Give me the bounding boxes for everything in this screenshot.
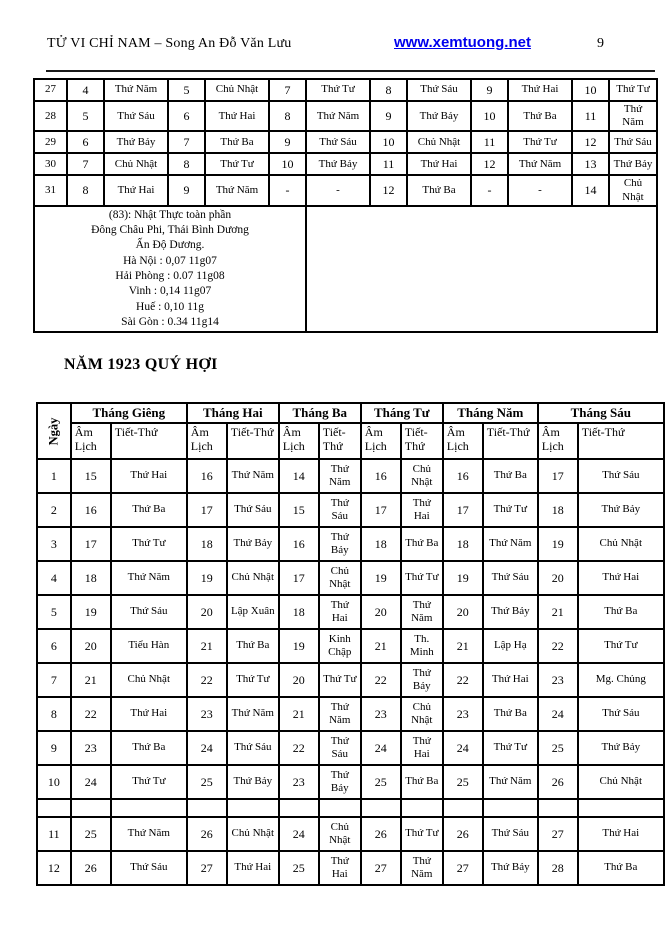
table-cell: 24: [279, 817, 319, 851]
table-cell: Thứ Bảy: [227, 765, 279, 799]
table-cell: 19: [443, 561, 483, 595]
table-cell: 21: [187, 629, 227, 663]
table-cell: 9: [471, 79, 508, 101]
table-cell: Chủ Nhật: [609, 175, 657, 205]
table-cell: 7: [37, 663, 71, 697]
am-lich-header: Âm Lịch: [361, 423, 401, 459]
table-cell: Mg. Chủng: [578, 663, 664, 697]
tiet-thu-header: Tiết-Thứ: [483, 423, 538, 459]
month-header-row: [37, 403, 664, 423]
tiet-thu-header: Tiết-Thứ: [401, 423, 443, 459]
table-cell: Thứ Sáu: [609, 131, 657, 153]
table-cell: 26: [443, 817, 483, 851]
table-cell: Thứ Tư: [306, 79, 370, 101]
table-cell: Thứ Hai: [407, 153, 471, 175]
header-divider: [46, 70, 655, 72]
table-cell: 23: [538, 663, 578, 697]
table-cell: [361, 799, 401, 817]
day-column-header: [37, 403, 71, 459]
day-column-header-label: Ngày: [46, 417, 61, 446]
table-cell: Lập Xuân: [227, 595, 279, 629]
table-cell: 15: [279, 493, 319, 527]
table-row: [37, 799, 664, 817]
table-cell: 19: [279, 629, 319, 663]
table-cell: Thứ Năm: [401, 595, 443, 629]
table-cell: 25: [443, 765, 483, 799]
table-cell: 22: [71, 697, 111, 731]
table-row: [34, 101, 657, 131]
table-cell: Thứ Sáu: [227, 731, 279, 765]
table-cell: 18: [538, 493, 578, 527]
table-cell: 24: [443, 731, 483, 765]
table-cell: Thứ Hai: [319, 595, 361, 629]
am-lich-header: Âm Lịch: [71, 423, 111, 459]
note-line: Vinh : 0,14 11g07: [128, 285, 212, 298]
table-cell: 27: [443, 851, 483, 885]
table-cell: 17: [443, 493, 483, 527]
table-cell: Thứ Ba: [407, 175, 471, 205]
table-cell: [111, 799, 187, 817]
table-cell: Thứ Bảy: [227, 527, 279, 561]
am-lich-header: Âm Lịch: [443, 423, 483, 459]
table-cell: Chủ Nhật: [227, 561, 279, 595]
table-cell: Thứ Hai: [578, 561, 664, 595]
table-cell: 16: [443, 459, 483, 493]
table-cell: 18: [361, 527, 401, 561]
eclipse-note: [37, 208, 303, 330]
table-cell: 29: [34, 131, 67, 153]
table-cell: Thứ Sáu: [319, 731, 361, 765]
table-cell: Thứ Hai: [401, 493, 443, 527]
table-cell: 17: [538, 459, 578, 493]
table-cell: 8: [370, 79, 407, 101]
table-cell: 6: [37, 629, 71, 663]
table-cell: 26: [361, 817, 401, 851]
table-cell: -: [471, 175, 508, 205]
table-cell: Thứ Năm: [227, 459, 279, 493]
table-cell: 25: [187, 765, 227, 799]
table-cell: Thứ Năm: [205, 175, 269, 205]
table-cell: Thứ Sáu: [306, 131, 370, 153]
table-cell: 23: [187, 697, 227, 731]
table-cell: Thứ Ba: [483, 459, 538, 493]
table-cell: 28: [34, 101, 67, 131]
tiet-thu-header: Tiết-Thứ: [111, 423, 187, 459]
table-row: [37, 765, 664, 799]
table-cell: Thứ Hai: [111, 459, 187, 493]
table-row: [37, 697, 664, 731]
table-cell: Chủ Nhật: [578, 527, 664, 561]
am-lich-header: Âm Lịch: [279, 423, 319, 459]
empty-cell: [306, 206, 657, 332]
table-cell: Thứ Năm: [401, 851, 443, 885]
table-cell: 26: [538, 765, 578, 799]
table-cell: 5: [37, 595, 71, 629]
table-row: [37, 731, 664, 765]
table-cell: Thứ Ba: [508, 101, 572, 131]
table-cell: Thứ Năm: [508, 153, 572, 175]
table-row: [37, 527, 664, 561]
table-cell: 17: [361, 493, 401, 527]
table-cell: Thứ Năm: [609, 101, 657, 131]
table-cell: Thứ Năm: [111, 561, 187, 595]
table-cell: Thứ Năm: [483, 527, 538, 561]
table-cell: 18: [443, 527, 483, 561]
table-cell: Thứ Tư: [483, 493, 538, 527]
table-cell: Thứ Năm: [111, 817, 187, 851]
table-cell: Thứ Sáu: [483, 561, 538, 595]
table-cell: Thứ Bảy: [319, 765, 361, 799]
table-cell: -: [306, 175, 370, 205]
month-header-ba: Tháng Ba: [279, 403, 361, 423]
website-link[interactable]: www.xemtuong.net: [394, 34, 531, 51]
table-cell: [538, 799, 578, 817]
table-cell: Thứ Năm: [483, 765, 538, 799]
table-cell: 26: [71, 851, 111, 885]
table-cell: Chủ Nhật: [227, 817, 279, 851]
table-cell: 23: [443, 697, 483, 731]
table-cell: Thứ Ba: [111, 493, 187, 527]
table-cell: 2: [37, 493, 71, 527]
table-cell: 20: [361, 595, 401, 629]
table-cell: 25: [279, 851, 319, 885]
table-cell: 14: [572, 175, 609, 205]
tiet-thu-header: Tiết-Thứ: [578, 423, 664, 459]
table-cell: Chủ Nhật: [111, 663, 187, 697]
table-cell: 26: [187, 817, 227, 851]
table-cell: -: [269, 175, 306, 205]
table-row: [37, 663, 664, 697]
eclipse-note-cell: [34, 206, 306, 332]
table-cell: Lập Hạ: [483, 629, 538, 663]
table-row: [37, 629, 664, 663]
table-cell: 8: [37, 697, 71, 731]
table-cell: Thứ Hai: [319, 851, 361, 885]
note-line: Hà Nội : 0,07 11g07: [123, 254, 217, 267]
table-cell: 24: [71, 765, 111, 799]
table-cell: [483, 799, 538, 817]
table-cell: 16: [187, 459, 227, 493]
table-cell: Thứ Hai: [508, 79, 572, 101]
table-cell: 10: [572, 79, 609, 101]
table-cell: 22: [361, 663, 401, 697]
table-cell: 24: [538, 697, 578, 731]
table-cell: Thứ Bảy: [483, 851, 538, 885]
table-cell: 23: [71, 731, 111, 765]
table-cell: 22: [538, 629, 578, 663]
table-cell: 23: [361, 697, 401, 731]
table-cell: 28: [538, 851, 578, 885]
table-cell: 18: [71, 561, 111, 595]
table-cell: 12: [572, 131, 609, 153]
table-cell: 9: [269, 131, 306, 153]
month-header-hai: Tháng Hai: [187, 403, 279, 423]
table-cell: Thứ Ba: [111, 731, 187, 765]
table-cell: [319, 799, 361, 817]
table-cell: Thứ Hai: [104, 175, 168, 205]
table-cell: 8: [269, 101, 306, 131]
note-line: Ấn Độ Dương.: [135, 239, 205, 252]
table-cell: 11: [471, 131, 508, 153]
table-cell: Thứ Năm: [306, 101, 370, 131]
table-cell: Thứ Tư: [227, 663, 279, 697]
table-cell: Chủ Nhật: [401, 459, 443, 493]
table-cell: Thứ Hai: [401, 731, 443, 765]
table-cell: 20: [187, 595, 227, 629]
table-row: [34, 131, 657, 153]
table-cell: [279, 799, 319, 817]
table-cell: Thứ Bảy: [483, 595, 538, 629]
table-cell: [37, 799, 71, 817]
table-cell: Thứ Sáu: [111, 595, 187, 629]
table-cell: Thứ Bảy: [407, 101, 471, 131]
table-cell: Thứ Hai: [227, 851, 279, 885]
table-cell: 7: [269, 79, 306, 101]
table-cell: 9: [37, 731, 71, 765]
table-cell: 17: [187, 493, 227, 527]
table-cell: 27: [187, 851, 227, 885]
table-row: [37, 459, 664, 493]
table-row: [37, 817, 664, 851]
table-cell: 30: [34, 153, 67, 175]
table-cell: Th. Minh: [401, 629, 443, 663]
year-title: NĂM 1923 QUÝ HỢI: [64, 356, 218, 373]
table-cell: 18: [187, 527, 227, 561]
table-cell: Thứ Ba: [483, 697, 538, 731]
table-cell: [443, 799, 483, 817]
table-cell: 4: [67, 79, 104, 101]
table-cell: Thứ Tư: [111, 765, 187, 799]
table-cell: Thứ Ba: [578, 851, 664, 885]
table-cell: Thứ Bảy: [578, 493, 664, 527]
table-cell: [71, 799, 111, 817]
table-cell: 31: [34, 175, 67, 205]
table-cell: 20: [538, 561, 578, 595]
table-cell: Thứ Ba: [401, 527, 443, 561]
table-cell: 19: [538, 527, 578, 561]
table-cell: Thứ Tư: [609, 79, 657, 101]
table-cell: Thứ Ba: [401, 765, 443, 799]
page-number: 9: [597, 36, 604, 51]
table-cell: 17: [71, 527, 111, 561]
table-cell: 16: [279, 527, 319, 561]
table-cell: 20: [443, 595, 483, 629]
table-cell: Thứ Tư: [483, 731, 538, 765]
table-cell: Thứ Bảy: [306, 153, 370, 175]
table-cell: 25: [361, 765, 401, 799]
month-header-giieng: Tháng Giêng: [71, 403, 187, 423]
table-cell: 6: [168, 101, 205, 131]
table-row: [34, 79, 657, 101]
table-cell: Thứ Tư: [401, 817, 443, 851]
note-line: Huế : 0,10 11g: [136, 300, 204, 313]
table-cell: 16: [71, 493, 111, 527]
table-cell: Kinh Chập: [319, 629, 361, 663]
note-line: Đông Châu Phi, Thái Bình Dương: [91, 224, 249, 237]
table-cell: Thứ Hai: [205, 101, 269, 131]
table-cell: 14: [279, 459, 319, 493]
table-cell: Thứ Sáu: [111, 851, 187, 885]
table-cell: 5: [67, 101, 104, 131]
table-cell: 27: [361, 851, 401, 885]
table-cell: 10: [370, 131, 407, 153]
table-cell: Chủ Nhật: [578, 765, 664, 799]
table-cell: Thứ Hai: [111, 697, 187, 731]
table-cell: 27: [538, 817, 578, 851]
table-cell: Thứ Tư: [508, 131, 572, 153]
tiet-thu-header: Tiết-Thứ: [227, 423, 279, 459]
table-cell: Thứ Ba: [205, 131, 269, 153]
table-cell: -: [508, 175, 572, 205]
table-cell: 21: [538, 595, 578, 629]
note-line: (83): Nhật Thực toàn phần: [108, 208, 232, 221]
table-cell: 25: [538, 731, 578, 765]
table-cell: Thứ Bảy: [104, 131, 168, 153]
table-cell: 7: [67, 153, 104, 175]
table-cell: 9: [168, 175, 205, 205]
sub-header-row: [37, 423, 664, 459]
table-cell: 12: [37, 851, 71, 885]
table-cell: Thứ Sáu: [407, 79, 471, 101]
table-cell: Thứ Tư: [205, 153, 269, 175]
table-cell: 21: [279, 697, 319, 731]
table-cell: Chủ Nhật: [407, 131, 471, 153]
table-cell: Thứ Năm: [319, 697, 361, 731]
table-cell: 6: [67, 131, 104, 153]
table-cell: Thứ Tư: [401, 561, 443, 595]
table-cell: Thứ Tư: [578, 629, 664, 663]
table-cell: 8: [168, 153, 205, 175]
table-cell: Thứ Sáu: [319, 493, 361, 527]
table-cell: Thứ Tư: [111, 527, 187, 561]
table-cell: 23: [279, 765, 319, 799]
table-row: [37, 595, 664, 629]
table-cell: [578, 799, 664, 817]
table-cell: Thứ Tư: [319, 663, 361, 697]
table-cell: Tiểu Hàn: [111, 629, 187, 663]
table-cell: Thứ Sáu: [104, 101, 168, 131]
table-cell: 9: [370, 101, 407, 131]
table-cell: Thứ Năm: [104, 79, 168, 101]
table-cell: 10: [269, 153, 306, 175]
am-lich-header: Âm Lịch: [187, 423, 227, 459]
month-header-tu: Tháng Tư: [361, 403, 443, 423]
table-cell: 21: [71, 663, 111, 697]
table-cell: 20: [71, 629, 111, 663]
am-lich-header: Âm Lịch: [538, 423, 578, 459]
table-cell: 21: [443, 629, 483, 663]
table-cell: 13: [572, 153, 609, 175]
table-cell: 22: [279, 731, 319, 765]
month-header-sau: Tháng Sáu: [538, 403, 664, 423]
table-cell: 22: [187, 663, 227, 697]
table-cell: 3: [37, 527, 71, 561]
table-row: [34, 175, 657, 205]
table-cell: Thứ Ba: [578, 595, 664, 629]
table-cell: 20: [279, 663, 319, 697]
table-cell: 16: [361, 459, 401, 493]
table-cell: Chủ Nhật: [104, 153, 168, 175]
table-cell: 24: [187, 731, 227, 765]
note-line: Sài Gòn : 0.34 11g14: [121, 315, 219, 328]
table-cell: Thứ Bảy: [401, 663, 443, 697]
table-cell: [187, 799, 227, 817]
table-cell: Thứ Hai: [578, 817, 664, 851]
table-cell: 5: [168, 79, 205, 101]
table-cell: Thứ Sáu: [227, 493, 279, 527]
table-cell: Chủ Nhật: [205, 79, 269, 101]
table-cell: Thứ Bảy: [578, 731, 664, 765]
table-cell: 21: [361, 629, 401, 663]
table-row: [37, 493, 664, 527]
table-cell: Thứ Năm: [319, 459, 361, 493]
table-cell: Thứ Hai: [483, 663, 538, 697]
table-cell: Thứ Ba: [227, 629, 279, 663]
table-cell: 27: [34, 79, 67, 101]
month-header-nam: Tháng Năm: [443, 403, 538, 423]
table-cell: 18: [279, 595, 319, 629]
table-cell: 11: [572, 101, 609, 131]
table-cell: 1: [37, 459, 71, 493]
table-cell: Thứ Bảy: [319, 527, 361, 561]
table-row: [37, 561, 664, 595]
previous-months-table: [33, 78, 658, 333]
table-cell: Chủ Nhật: [401, 697, 443, 731]
table-cell: Thứ Sáu: [578, 459, 664, 493]
table-cell: [401, 799, 443, 817]
table-cell: 11: [37, 817, 71, 851]
table-row: [37, 851, 664, 885]
table-cell: 22: [443, 663, 483, 697]
table-cell: 11: [370, 153, 407, 175]
table-row: [34, 206, 657, 332]
table-cell: 17: [279, 561, 319, 595]
table-cell: 19: [187, 561, 227, 595]
year-1923-calendar-table: [36, 402, 665, 886]
table-cell: Thứ Năm: [227, 697, 279, 731]
table-cell: 10: [471, 101, 508, 131]
book-title: TỬ VI CHỈ NAM – Song An Đỗ Văn Lưu: [47, 36, 292, 51]
table-cell: 19: [71, 595, 111, 629]
table-cell: 25: [71, 817, 111, 851]
table-cell: [227, 799, 279, 817]
note-line: Hải Phòng : 0.07 11g08: [115, 269, 225, 282]
table-row: [34, 153, 657, 175]
table-cell: Thứ Sáu: [483, 817, 538, 851]
table-cell: Thứ Sáu: [578, 697, 664, 731]
table-cell: 8: [67, 175, 104, 205]
table-cell: 12: [471, 153, 508, 175]
table-cell: Chủ Nhật: [319, 817, 361, 851]
table-cell: 7: [168, 131, 205, 153]
table-cell: 12: [370, 175, 407, 205]
table-cell: Thứ Bảy: [609, 153, 657, 175]
table-cell: 19: [361, 561, 401, 595]
table-cell: 10: [37, 765, 71, 799]
tiet-thu-header: Tiết-Thứ: [319, 423, 361, 459]
table-cell: 4: [37, 561, 71, 595]
table-cell: Chủ Nhật: [319, 561, 361, 595]
table-cell: 15: [71, 459, 111, 493]
table-cell: 24: [361, 731, 401, 765]
